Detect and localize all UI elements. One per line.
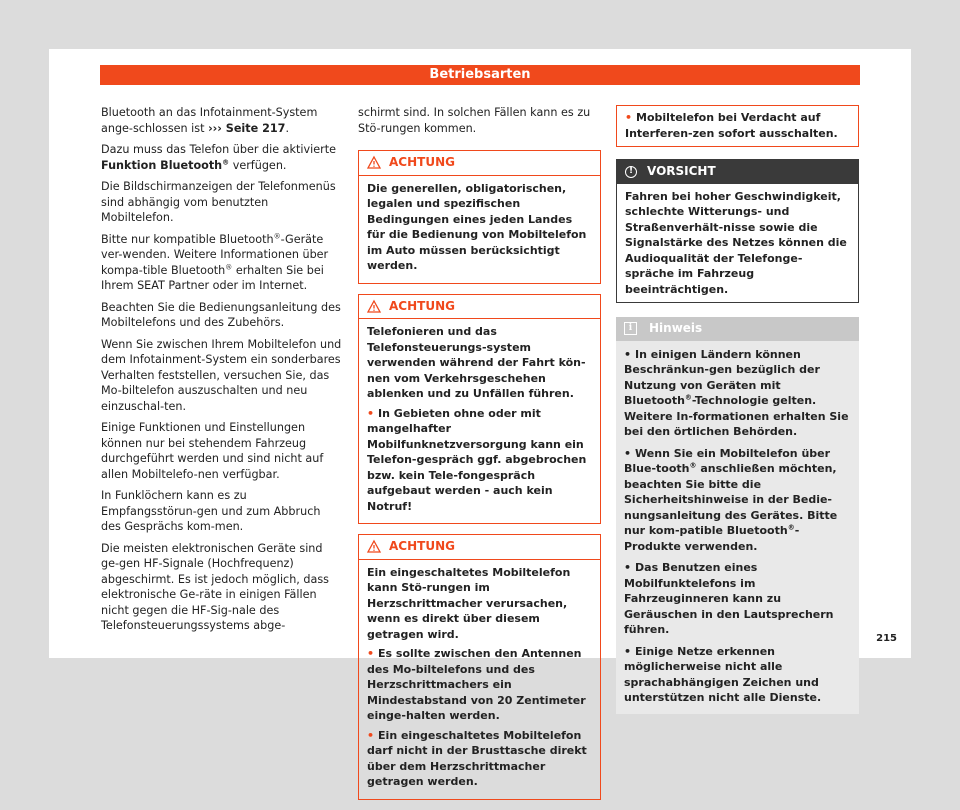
list-item: • Das Benutzen eines Mobilfunktelefons im Fahrzeuginneren kann zu Geräuschen in den Lautsprechern führen. — [624, 560, 851, 638]
paragraph: Wenn Sie zwischen Ihrem Mobiltelefon und dem Infotainment-System ein sonderbares Verhalten feststellen, versuchen Sie, das Mo-biltelefon auszuschalten und neu einzuschal-ten. — [101, 337, 342, 413]
caution-box — [616, 159, 859, 303]
page-number: 215 — [876, 633, 897, 644]
warning-triangle-icon — [367, 540, 381, 553]
paragraph: Die meisten elektronischen Geräte sind ge-gen HF-Signale (Hochfrequenz) abgeschirmt. Es ist jedoch möglich, dass elektronische Ge-räte in einigen Fällen nicht gegen die HF-Sig-nale des Telefonsteuerungssystems abge- — [101, 541, 330, 632]
text-column-3 — [616, 105, 859, 714]
paragraph: Dazu muss das Telefon über die aktivierte Funktion Bluetooth® verfügen. — [101, 143, 336, 172]
note-header: i Hinweis — [616, 317, 859, 341]
caution-body: Fahren bei hoher Geschwindigkeit, schlechte Witterungs- und Straßenverhält-nisse sowie die Signalstärke des Netzes können die Audioqualität der Telefonge-spräche im Fahrzeug beeinträchtigen. — [625, 189, 847, 296]
note-box — [616, 317, 859, 714]
warning-box — [358, 294, 601, 525]
warning-header: ACHTUNG — [359, 151, 600, 176]
paragraph: In Funklöchern kann es zu Empfangsstörun-gen und zum Abbruch des Gesprächs kom-men. — [101, 489, 321, 533]
list-item: • Es sollte zwischen den Antennen des Mo-biltelefons und des Herzschrittmachers ein Mindestabstand von 20 Zentimeter einge-halten werden. — [367, 646, 592, 724]
list-item: • Wenn Sie ein Mobiltelefon über Blue-tooth® anschließen möchten, beachten Sie bitte die Sicherheitshinweise in der Bedie-nungsanleitung des Gerätes. Bitte nur kom-patible Bluetooth®-Produkte verwenden. — [624, 446, 851, 555]
paragraph: Die Bildschirmanzeigen der Telefonmenüs sind abhängig vom benutzten Mobiltelefon. — [101, 180, 336, 224]
warning-body: Ein eingeschaltetes Mobiltelefon kann Stö-rungen im Herzschrittmacher verursachen, wenn es direkt über diesem getragen wird. • Es sollte zwischen den Antennen des Mo-biltelefons und des Herzschrittmachers ein Mindestabstand von 20 Zentimeter einge-halten werden. • Ein eingeschaltetes Mobiltelefon darf nicht in der Brusttasche direkt über dem Herzschrittmacher getragen werden. — [359, 560, 600, 799]
warning-body: Die generellen, obligatorischen, legalen und spezifischen Bedingungen eines jeden Landes für die Bedienung von Mobiltelefon im Auto müssen berücksichtigt werden. — [367, 181, 587, 272]
caution-header: ! VORSICHT — [617, 160, 858, 184]
paragraph: schirmt sind. In solchen Fällen kann es zu Stö-rungen kommen. — [358, 106, 591, 135]
page-reference-link[interactable]: ››› Seite 217 — [208, 121, 286, 135]
paragraph: Einige Funktionen und Einstellungen können nur bei stehendem Fahrzeug durchgeführt werden und sind nicht auf allen Mobiltelefo-nen verfügbar. — [101, 421, 324, 481]
section-title: Betriebsarten — [100, 65, 860, 85]
list-item: • In einigen Ländern können Beschränkun-gen bezüglich der Nutzung von Geräten mit Bluetooth®-Technologie gelten. Weitere In-formationen erhalten Sie bei den örtlichen Behörden. — [624, 347, 851, 440]
list-item: • Mobiltelefon bei Verdacht auf Interferen-zen sofort ausschalten. — [625, 110, 850, 141]
warning-triangle-icon — [367, 156, 381, 169]
warning-box — [358, 150, 601, 284]
warning-box-continued — [616, 105, 859, 147]
list-item: • Einige Netze erkennen möglicherweise nicht alle sprachabhängigen Zeichen und unterstützen nicht alle Dienste. — [624, 644, 851, 706]
manual-page — [49, 49, 911, 788]
paragraph: Beachten Sie die Bedienungsanleitung des Mobiltelefons und des Zubehörs. — [101, 300, 341, 329]
list-item: • In Gebieten ohne oder mit mangelhafter Mobilfunknetzversorgung kann ein Telefon-gespräch ggf. abgebrochen bzw. kein Tele-fongespräch aufgebaut werden - auch kein Notruf! — [367, 406, 592, 515]
text-column-2 — [358, 105, 601, 810]
list-item: • Ein eingeschaltetes Mobiltelefon darf nicht in der Brusttasche direkt über dem Herzschrittmacher getragen werden. — [367, 728, 592, 790]
warning-header: ACHTUNG — [359, 295, 600, 320]
warning-header: ACHTUNG — [359, 535, 600, 560]
info-icon: i — [624, 322, 637, 335]
exclamation-circle-icon: ! — [625, 166, 637, 178]
text-column-1 — [101, 105, 342, 640]
paragraph: Bluetooth an das Infotainment-System ange-schlossen ist ››› Seite 217. — [101, 106, 318, 135]
warning-body: Telefonieren und das Telefonsteuerungs-system verwenden während der Fahrt kön-nen vom Verkehrsgeschehen ablenken und zu Unfällen führen. • In Gebieten ohne oder mit mangelhafter Mobilfunknetzversorgung kann ein Telefon-gespräch ggf. abgebrochen bzw. kein Tele-fongespräch aufgebaut werden - auch kein Notruf! — [359, 319, 600, 523]
paragraph: Bitte nur kompatible Bluetooth®-Geräte ver-wenden. Weitere Informationen über kompa-tible Bluetooth® erhalten Sie bei Ihrem SEAT Partner oder im Internet. — [101, 231, 329, 292]
warning-box — [358, 534, 601, 800]
note-body — [616, 341, 859, 714]
warning-triangle-icon — [367, 300, 381, 313]
